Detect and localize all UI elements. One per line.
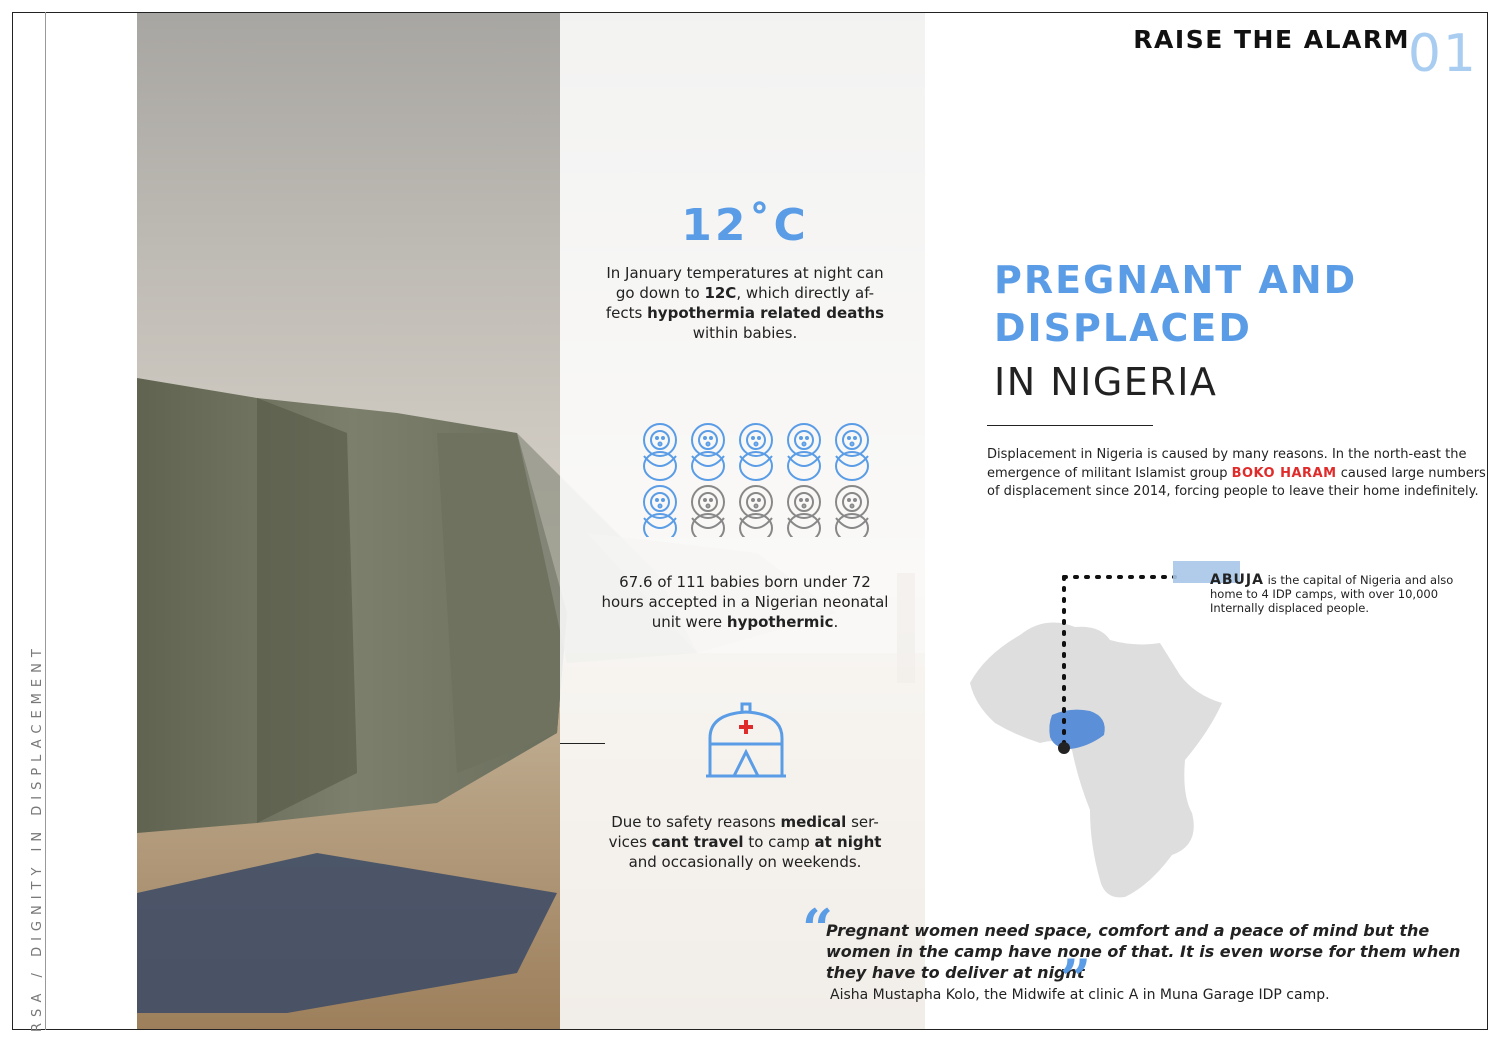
abuja-caption: ABUJA is the capital of Nigeria and also home to 4 IDP camps, with over 10,000 Internally displaced people. xyxy=(1210,572,1454,615)
page-number: 01 xyxy=(1407,24,1478,84)
baby-icon xyxy=(788,424,820,480)
babies-text: 67.6 of 111 babies born under 72 hours accepted in a Nigerian neonatal unit were hypothermic. xyxy=(601,573,889,631)
baby-icon xyxy=(692,486,724,537)
medical-text: Due to safety reasons medical ser-vices cant travel to camp at night and occasionally on weekends. xyxy=(608,813,882,871)
quote-attribution: Aisha Mustapha Kolo, the Midwife at clinic A in Muna Garage IDP camp. xyxy=(830,987,1330,1003)
baby-icon xyxy=(644,424,676,480)
sidebar-divider xyxy=(45,12,46,1030)
intro-paragraph: Displacement in Nigeria is caused by many reasons. In the north-east the emergence of militant Islamist group BOKO HARAM caused large numbers of displacement since 2014, forcing people to leave their home indefinitely. xyxy=(987,447,1486,499)
clinic-tent-icon xyxy=(704,698,788,786)
baby-icon xyxy=(788,486,820,537)
africa-shape xyxy=(970,623,1222,898)
baby-icon xyxy=(644,486,676,537)
temperature-stat: 12˚C xyxy=(681,200,809,251)
open-quote-icon: “ xyxy=(802,897,834,961)
heading-rule xyxy=(987,425,1153,426)
baby-icon xyxy=(836,424,868,480)
main-heading: PREGNANT AND DISPLACED IN NIGERIA xyxy=(994,258,1358,404)
page-title: RAISE THE ALARM xyxy=(1133,25,1410,54)
temperature-text: In January temperatures at night can go down to 12C, which directly af-fects hypothermia related deaths within babies. xyxy=(605,264,885,342)
close-quote-icon: ” xyxy=(1060,947,1092,1011)
babies-pictogram xyxy=(636,422,876,537)
baby-icon xyxy=(692,424,724,480)
photo-rule xyxy=(560,743,605,744)
baby-icon xyxy=(836,486,868,537)
africa-map xyxy=(960,555,1240,929)
baby-icon xyxy=(740,486,772,537)
sidebar-label: RSA / DIGNITY IN DISPLACEMENT xyxy=(30,643,45,1032)
baby-icon xyxy=(740,424,772,480)
quote-text: Pregnant women need space, comfort and a peace of mind but the women in the camp have none of that. It is even worse for them when they have to deliver at night xyxy=(826,921,1461,982)
